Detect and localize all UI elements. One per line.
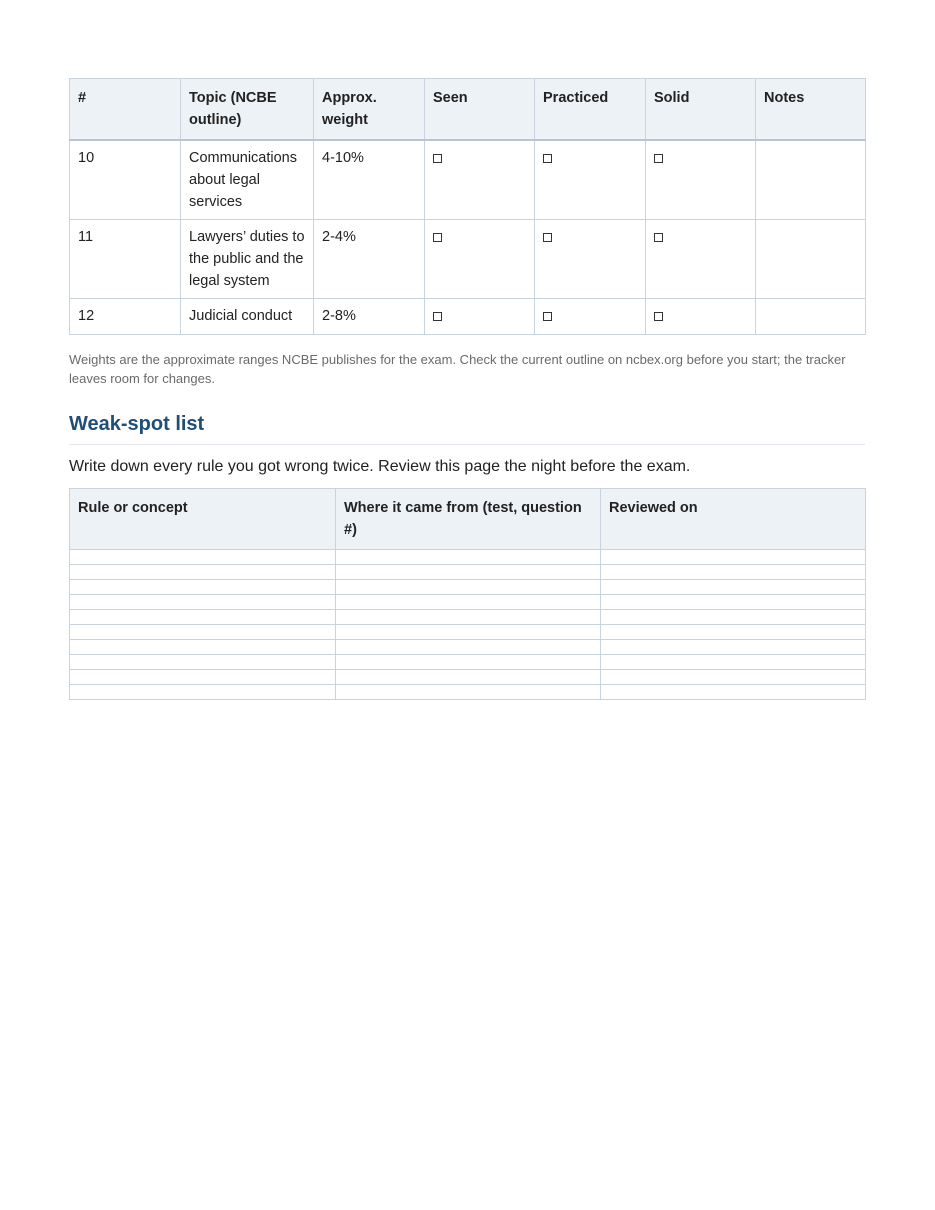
header-practiced: Practiced bbox=[535, 79, 646, 141]
empty-checkbox-icon[interactable] bbox=[433, 312, 442, 321]
reviewed-cell[interactable] bbox=[601, 610, 866, 625]
source-cell[interactable] bbox=[336, 580, 601, 595]
rule-cell[interactable] bbox=[70, 595, 336, 610]
table-row bbox=[70, 565, 866, 580]
rule-cell[interactable] bbox=[70, 685, 336, 700]
source-cell[interactable] bbox=[336, 670, 601, 685]
header-weight: Approx. weight bbox=[314, 79, 425, 141]
topic-tracker-table bbox=[69, 78, 866, 335]
table-row bbox=[70, 580, 866, 595]
source-cell[interactable] bbox=[336, 685, 601, 700]
reviewed-cell[interactable] bbox=[601, 550, 866, 565]
table-row bbox=[70, 625, 866, 640]
rule-cell[interactable] bbox=[70, 550, 336, 565]
weights-note: Weights are the approximate ranges NCBE publishes for the exam. Check the current outline on ncbex.org before you start; the tracker leaves room for changes. bbox=[69, 352, 846, 386]
empty-checkbox-icon[interactable] bbox=[654, 154, 663, 163]
reviewed-cell[interactable] bbox=[601, 655, 866, 670]
section-heading: Weak-spot list bbox=[69, 413, 865, 445]
weak-spot-table bbox=[69, 488, 866, 700]
rule-cell[interactable] bbox=[70, 625, 336, 640]
header-source: Where it came from (test, question #) bbox=[336, 489, 601, 550]
header-seen: Seen bbox=[425, 79, 535, 141]
header-notes: Notes bbox=[756, 79, 866, 141]
table-row bbox=[70, 655, 866, 670]
seen-cell bbox=[425, 220, 535, 299]
empty-checkbox-icon[interactable] bbox=[543, 154, 552, 163]
table-row bbox=[70, 640, 866, 655]
rule-cell[interactable] bbox=[70, 670, 336, 685]
header-rule: Rule or concept bbox=[70, 489, 336, 550]
practiced-cell bbox=[535, 299, 646, 335]
solid-cell bbox=[646, 299, 756, 335]
row-weight: 2-4% bbox=[314, 220, 425, 299]
reviewed-cell[interactable] bbox=[601, 670, 866, 685]
notes-cell[interactable] bbox=[756, 299, 866, 335]
empty-checkbox-icon[interactable] bbox=[543, 312, 552, 321]
reviewed-cell[interactable] bbox=[601, 580, 866, 595]
empty-checkbox-icon[interactable] bbox=[433, 154, 442, 163]
table-row bbox=[70, 220, 866, 299]
row-num: 11 bbox=[70, 220, 181, 299]
rule-cell[interactable] bbox=[70, 565, 336, 580]
row-weight: 4-10% bbox=[314, 140, 425, 220]
rule-cell[interactable] bbox=[70, 640, 336, 655]
reviewed-cell[interactable] bbox=[601, 625, 866, 640]
rule-cell[interactable] bbox=[70, 610, 336, 625]
row-weight: 2-8% bbox=[314, 299, 425, 335]
reviewed-cell[interactable] bbox=[601, 640, 866, 655]
table-row bbox=[70, 610, 866, 625]
practiced-cell bbox=[535, 220, 646, 299]
table-row bbox=[70, 595, 866, 610]
tracker-header-row bbox=[70, 79, 866, 141]
header-num: # bbox=[70, 79, 181, 141]
source-cell[interactable] bbox=[336, 640, 601, 655]
source-cell[interactable] bbox=[336, 565, 601, 580]
rule-cell[interactable] bbox=[70, 655, 336, 670]
table-row bbox=[70, 670, 866, 685]
source-cell[interactable] bbox=[336, 625, 601, 640]
weak-header-row bbox=[70, 489, 866, 550]
empty-checkbox-icon[interactable] bbox=[543, 233, 552, 242]
rule-cell[interactable] bbox=[70, 580, 336, 595]
notes-cell[interactable] bbox=[756, 140, 866, 220]
reviewed-cell[interactable] bbox=[601, 595, 866, 610]
table-row bbox=[70, 140, 866, 220]
solid-cell bbox=[646, 220, 756, 299]
table-row bbox=[70, 299, 866, 335]
header-topic: Topic (NCBE outline) bbox=[181, 79, 314, 141]
table-row bbox=[70, 685, 866, 700]
empty-checkbox-icon[interactable] bbox=[433, 233, 442, 242]
row-num: 12 bbox=[70, 299, 181, 335]
source-cell[interactable] bbox=[336, 655, 601, 670]
source-cell[interactable] bbox=[336, 595, 601, 610]
source-cell[interactable] bbox=[336, 610, 601, 625]
solid-cell bbox=[646, 140, 756, 220]
seen-cell bbox=[425, 140, 535, 220]
header-reviewed: Reviewed on bbox=[601, 489, 866, 550]
seen-cell bbox=[425, 299, 535, 335]
practiced-cell bbox=[535, 140, 646, 220]
empty-checkbox-icon[interactable] bbox=[654, 233, 663, 242]
empty-checkbox-icon[interactable] bbox=[654, 312, 663, 321]
row-topic: Communications about legal services bbox=[181, 140, 314, 220]
row-topic: Judicial conduct bbox=[181, 299, 314, 335]
reviewed-cell[interactable] bbox=[601, 685, 866, 700]
source-cell[interactable] bbox=[336, 550, 601, 565]
header-solid: Solid bbox=[646, 79, 756, 141]
reviewed-cell[interactable] bbox=[601, 565, 866, 580]
notes-cell[interactable] bbox=[756, 220, 866, 299]
table-row bbox=[70, 550, 866, 565]
section-intro: Write down every rule you got wrong twice. Review this page the night before the exam. bbox=[69, 458, 691, 475]
row-topic: Lawyers’ duties to the public and the legal system bbox=[181, 220, 314, 299]
row-num: 10 bbox=[70, 140, 181, 220]
weak-spot-body bbox=[70, 550, 866, 700]
